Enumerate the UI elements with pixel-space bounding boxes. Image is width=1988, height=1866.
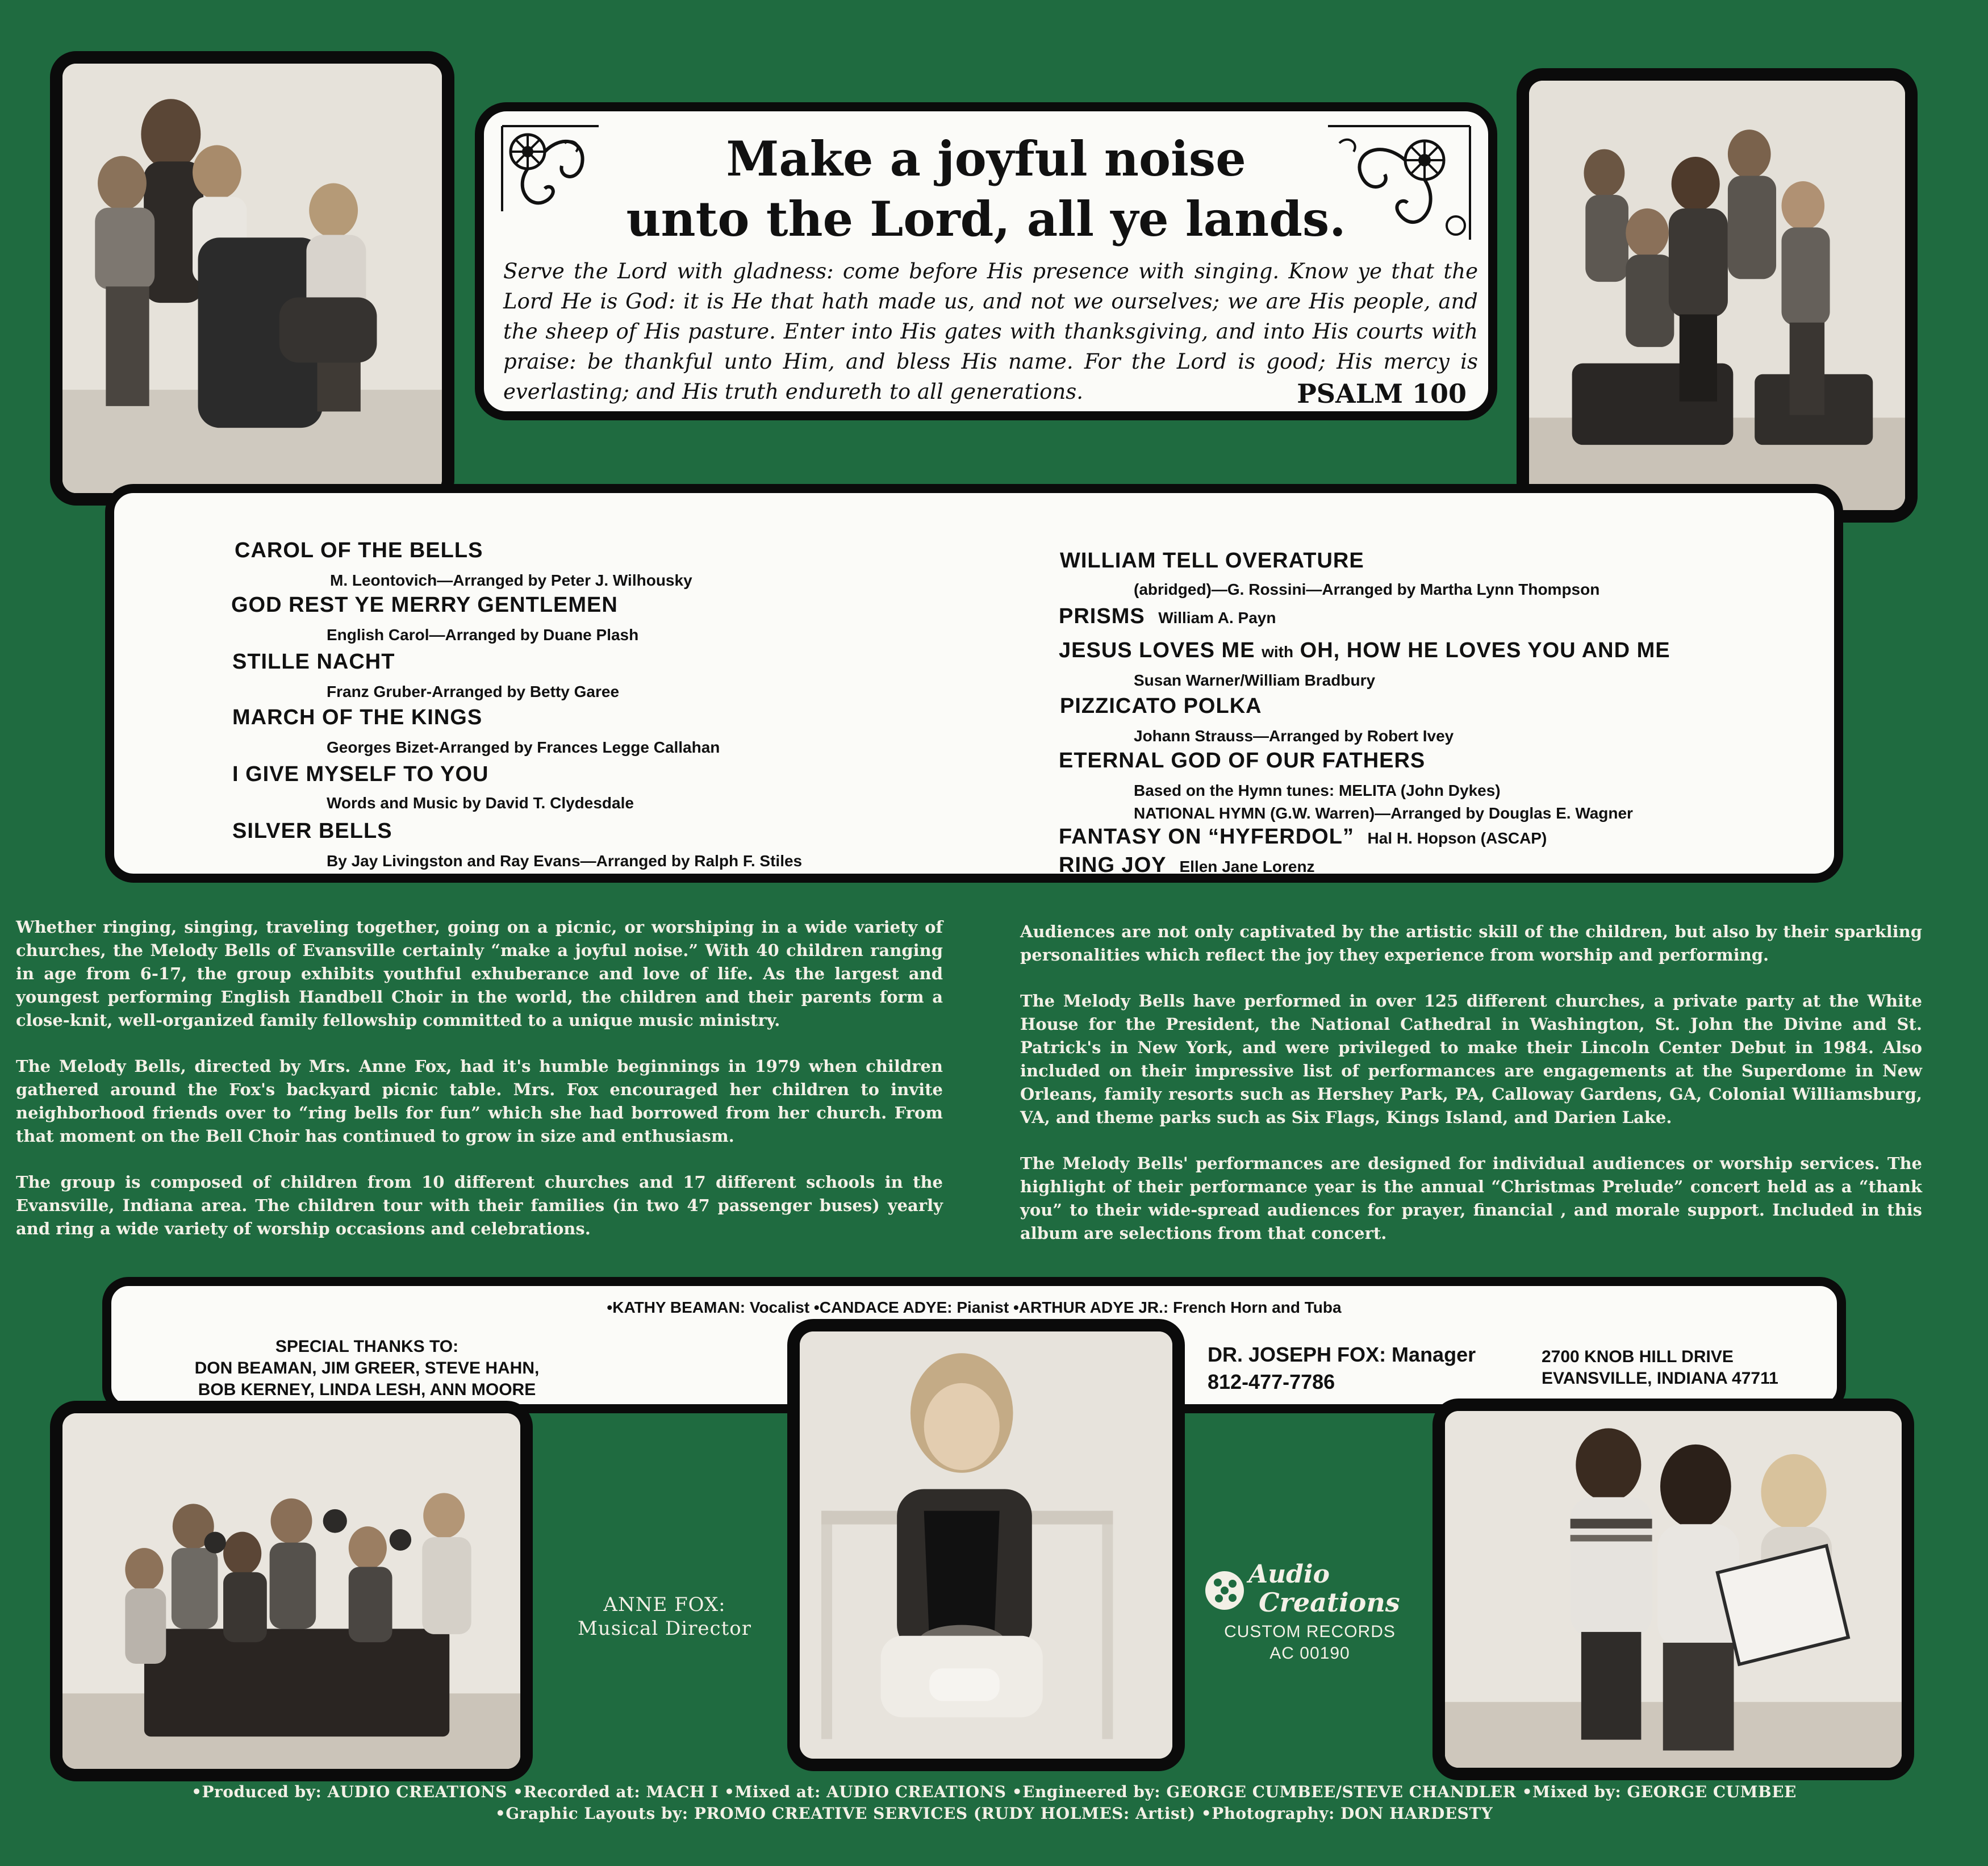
track-title-text: RING JOY [1059,853,1166,877]
track-title-text: PRISMS [1059,604,1145,628]
photo-teens-reading-music [1432,1399,1914,1780]
director-role: Musical Director [578,1617,751,1640]
address-line: 2700 KNOB HILL DRIVE [1542,1347,1734,1366]
track-credit: By Jay Livingston and Ray Evans—Arranged by Ralph F. Stiles [327,852,803,870]
liner-notes-right [1020,920,1922,1245]
track-title [1059,853,1315,878]
photo-children-with-bell-case-image [62,64,442,493]
track-title: GOD REST YE MERRY GENTLEMEN [231,593,618,617]
production-credits-line2: •Graphic Layouts by: PROMO CREATIVE SERVICES (RUDY HOLMES: Artist) •Photography: DON HARDESTY [495,1804,1493,1823]
catalog-number: AC 00190 [1269,1644,1350,1663]
track-credit-inline: Hal H. Hopson (ASCAP) [1367,829,1547,847]
photo-children-with-luggage-image [1529,81,1905,510]
photo-children-ringing-bells [50,1401,533,1781]
psalm-heading-line2: unto the Lord, all ye lands. [626,191,1346,247]
track-title [1059,825,1547,849]
track-credit: Words and Music by David T. Clydesdale [327,794,634,812]
photo-children-ringing-bells-image [62,1413,520,1769]
audio-creations-logo [1202,1558,1412,1620]
psalm-reference: PSALM 100 [1297,378,1467,409]
psalm-heading-line1: Make a joyful noise [726,131,1246,187]
psalm-text: Serve the Lord with gladness: come before His presence with singing. Know ye that the Lord He is God: it is He that hath made us, and not we ourselves; we are His people, and the sheep of His pasture. Enter into His gates with thanksgiving, and into His courts with praise: be thankful unto Him, and bless His name. For the Lord is good; His mercy is everlasting; and His truth endureth to all generations. [503,259,1478,404]
liner-paragraph: The Melody Bells have performed in over 125 different churches, a private party at the White House for the President, the National Cathedral in Washington, St. John the Divine and St. Patrick's in New York, and were privileged to make their Lincoln Center Debut in 1984. Also included on their impressive list of performances are engagements at the Superdome in New Orleans, family resorts such as Hershey Park, PA, Calloway Gardens, GA, Colonial Williamsburg, VA, and theme parks such as Six Flags, Kings Island, and Darien Lake. [1020,991,1922,1127]
track-title-text: FANTASY ON “HYFERDOL” [1059,825,1354,849]
photo-girl-with-handbell [787,1319,1185,1771]
track-credit: NATIONAL HYMN (G.W. Warren)—Arranged by Douglas E. Wagner [1134,804,1633,822]
track-list-left [114,493,966,874]
photo-children-with-luggage [1517,68,1918,523]
special-thanks-heading: SPECIAL THANKS TO: [275,1337,459,1356]
track-title-with: with [1262,643,1294,661]
track-credit: Georges Bizet-Arranged by Frances Legge Callahan [327,738,720,756]
liner-paragraph: Audiences are not only captivated by the artistic skill of the children, but also by their sparkling personalities which reflect the joy they experience from worship and performing. [1020,922,1922,965]
track-credit: M. Leontovich—Arranged by Peter J. Wilhousky [330,571,692,589]
logo-text-creations: Creations [1259,1587,1400,1618]
track-title-text: JESUS LOVES ME [1059,638,1255,662]
photo-girl-with-handbell-image [800,1331,1172,1759]
manager-name: DR. JOSEPH FOX: Manager [1208,1343,1476,1366]
logo-text-audio: Audio [1248,1560,1330,1589]
director-name: ANNE FOX: [603,1593,726,1616]
track-title: MARCH OF THE KINGS [232,706,483,729]
track-title-text: OH, HOW HE LOVES YOU AND ME [1300,638,1670,662]
address-line: EVANSVILLE, INDIANA 47711 [1542,1369,1778,1388]
photo-children-with-bell-case [50,51,454,506]
track-credit: (abridged)—G. Rossini—Arranged by Martha Lynn Thompson [1134,581,1600,598]
track-title: PIZZICATO POLKA [1060,694,1262,718]
track-title: ETERNAL GOD OF OUR FATHERS [1059,749,1426,773]
track-credit: Based on the Hymn tunes: MELITA (John Dykes) [1134,782,1501,799]
production-credits-line1: •Produced by: AUDIO CREATIONS •Recorded at: MACH I •Mixed at: AUDIO CREATIONS •Engineered by: GEORGE CUMBEE/STEVE CHANDLER •Mixed by: GEORGE CUMBEE [191,1782,1797,1801]
track-title: I GIVE MYSELF TO YOU [232,762,489,786]
track-title [1059,638,1670,663]
liner-paragraph: Whether ringing, singing, traveling together, going on a picnic, or worshiping in a wide variety of churches, the Melody Bells of Evansville certainly “make a joyful noise.” With 40 children ranging in age from 6-17, the group exhibits youthful exhuberance and love of life. As the largest and youngest performing English Handbell Choir in the world, the children and their parents form a close-knit, well-organized family fellowship committed to a unique music ministry. [16,917,943,1030]
liner-paragraph: The Melody Bells, directed by Mrs. Anne Fox, had it's humble beginnings in 1979 when children gathered around the Fox's backyard picnic table. Mrs. Fox encouraged her children to invite neighborhood friends over to “ring bells for fun” which she had borrowed from her church. From that moment on the Bell Choir has continued to grow in size and enthusiasm. [16,1057,943,1146]
performers-line: •KATHY BEAMAN: Vocalist •CANDACE ADYE: Pianist •ARTHUR ADYE JR.: French Horn and Tuba [607,1299,1342,1316]
track-title [1059,604,1276,629]
liner-notes-left [16,916,943,1241]
track-list-panel [105,484,1843,883]
track-title: WILLIAM TELL OVERATURE [1060,549,1364,573]
special-thanks-names: DON BEAMAN, JIM GREER, STEVE HAHN, [194,1359,540,1377]
track-credit-inline: Ellen Jane Lorenz [1179,858,1315,875]
track-credit: Johann Strauss—Arranged by Robert Ivey [1134,727,1454,745]
label-custom-records: CUSTOM RECORDS [1224,1622,1396,1641]
track-credit-inline: William A. Payn [1158,609,1276,627]
manager-phone: 812-477-7786 [1208,1370,1335,1393]
psalm-panel [475,102,1497,420]
track-credit: Susan Warner/William Bradbury [1134,671,1376,689]
track-list-right [966,493,1841,877]
liner-paragraph: The group is composed of children from 10 different churches and 17 different schools in the Evansville, Indiana area. The children tour with their families (in two 47 passenger buses) yearly and ring a wide variety of worship occasions and celebrations. [16,1172,943,1238]
special-thanks-names: BOB KERNEY, LINDA LESH, ANN MOORE [198,1380,536,1399]
track-title: STILLE NACHT [232,650,395,674]
track-title: CAROL OF THE BELLS [235,538,483,562]
photo-teens-reading-music-image [1445,1411,1902,1768]
track-credit: English Carol—Arranged by Duane Plash [327,626,639,644]
track-title: SILVER BELLS [232,819,392,843]
track-credit: Franz Gruber-Arranged by Betty Garee [327,683,620,700]
liner-paragraph: The Melody Bells' performances are designed for individual audiences or worship services. The highlight of their performance year is the annual “Christmas Prelude” concert held as a “thank you” to their wide-spread audiences for prayer, financial , and morale support. Included in this album are selections from that concert. [1020,1154,1922,1243]
